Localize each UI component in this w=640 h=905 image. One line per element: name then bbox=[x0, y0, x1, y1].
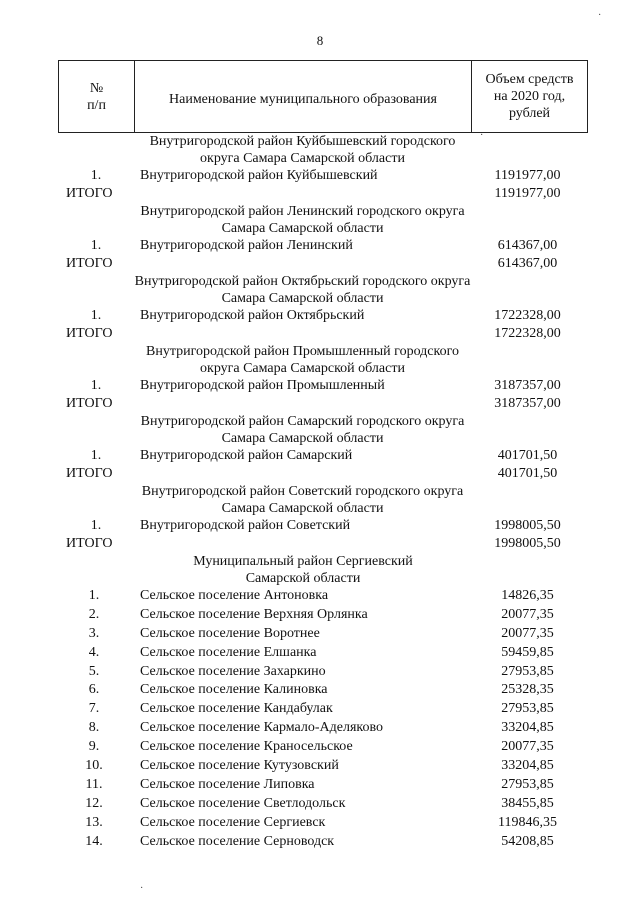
row-value: 401701,50 bbox=[497, 448, 558, 463]
row-value: 27953,85 bbox=[501, 663, 554, 679]
table-body bbox=[58, 133, 588, 851]
settlement-list bbox=[58, 587, 588, 851]
table-row bbox=[58, 795, 588, 814]
section-title: Внутригородской район Промышленный городского округа Самара Самарской области bbox=[145, 344, 459, 376]
row-value: 27953,85 bbox=[501, 776, 554, 792]
row-name: Внутригородской район Самарский bbox=[140, 448, 353, 463]
row-number: 6. bbox=[88, 682, 100, 698]
row-value: 25328,35 bbox=[501, 682, 554, 698]
row-name: Внутригородской район Ленинский bbox=[140, 238, 353, 253]
row-name: Сельское поселение Краносельское bbox=[140, 739, 353, 755]
district-section bbox=[58, 483, 588, 553]
row-value: 33204,85 bbox=[501, 758, 554, 774]
row-number: 14. bbox=[85, 833, 103, 849]
scan-speck: · bbox=[598, 10, 602, 21]
row-number: 1. bbox=[90, 448, 102, 463]
row-number: 9. bbox=[88, 739, 100, 755]
row-name: Внутригородской район Куйбышевский bbox=[140, 168, 378, 183]
section-title: Внутригородской район Советский городского округа Самара Самарской области bbox=[141, 484, 464, 516]
row-name: Сельское поселение Калиновка bbox=[140, 682, 328, 698]
row-number: 11. bbox=[85, 776, 103, 792]
row-number: 1. bbox=[90, 168, 102, 183]
table-row bbox=[58, 814, 588, 833]
row-name: Сельское поселение Кутузовский bbox=[140, 758, 339, 774]
row-value: 20077,35 bbox=[501, 606, 554, 622]
row-number: 12. bbox=[85, 795, 103, 811]
row-name: Сельское поселение Воротнее bbox=[140, 625, 320, 641]
section-title: Муниципальный район Сергиевский Самарской области bbox=[193, 554, 413, 586]
row-number: 1. bbox=[90, 378, 102, 393]
header-col-amount-label: Объем средств на 2020 год, рублей bbox=[485, 72, 574, 121]
header-col-name-label: Наименование муниципального образования bbox=[169, 92, 437, 107]
total-value: 401701,50 bbox=[497, 466, 558, 481]
table-row bbox=[58, 447, 588, 465]
total-row bbox=[58, 255, 588, 273]
row-value: 14826,35 bbox=[501, 588, 554, 603]
table-row bbox=[58, 700, 588, 719]
row-name: Внутригородской район Октябрьский bbox=[140, 308, 365, 323]
scan-speck: · bbox=[480, 130, 484, 141]
table-row bbox=[58, 663, 588, 682]
row-number: 5. bbox=[88, 663, 100, 679]
row-name: Сельское поселение Серноводск bbox=[140, 833, 335, 849]
table-row bbox=[58, 517, 588, 535]
row-name: Внутригородской район Советский bbox=[140, 518, 351, 533]
row-number: 1. bbox=[90, 518, 102, 533]
row-name: Сельское поселение Липовка bbox=[140, 776, 315, 792]
section-title: Внутригородской район Ленинский городского округа Самара Самарской области bbox=[140, 204, 465, 236]
district-section bbox=[58, 133, 588, 203]
row-name: Сельское поселение Елшанка bbox=[140, 644, 317, 660]
header-col-number bbox=[59, 61, 135, 132]
total-label: ИТОГО bbox=[66, 256, 113, 271]
row-name: Сельское поселение Кармало-Аделяково bbox=[140, 720, 384, 736]
row-value: 54208,85 bbox=[501, 833, 554, 849]
total-label: ИТОГО bbox=[66, 396, 113, 411]
table-row bbox=[58, 237, 588, 255]
row-number: 13. bbox=[85, 814, 103, 830]
row-value: 20077,35 bbox=[501, 625, 554, 641]
row-value: 38455,85 bbox=[501, 795, 554, 811]
row-value: 119846,35 bbox=[498, 814, 557, 830]
header-col-number-label: № п/п bbox=[87, 80, 106, 113]
total-row bbox=[58, 465, 588, 483]
row-number: 1. bbox=[88, 588, 100, 603]
table-row bbox=[58, 719, 588, 738]
row-number: 1. bbox=[90, 308, 102, 323]
row-value: 59459,85 bbox=[501, 644, 554, 660]
header-col-name bbox=[135, 61, 472, 132]
row-name: Сельское поселение Верхняя Орлянка bbox=[140, 606, 368, 622]
section-title: Внутригородской район Куйбышевский городского округа Самара Самарской области bbox=[149, 134, 456, 166]
row-number: 10. bbox=[85, 758, 103, 774]
table-row bbox=[58, 167, 588, 185]
row-name: Внутригородской район Промышленный bbox=[140, 378, 385, 393]
municipal-district-section bbox=[58, 553, 588, 851]
table-row bbox=[58, 757, 588, 776]
total-row bbox=[58, 535, 588, 553]
row-number: 8. bbox=[88, 720, 100, 736]
row-number: 1. bbox=[90, 238, 102, 253]
section-title: Внутригородской район Самарский городского округа Самара Самарской области bbox=[140, 414, 465, 446]
district-section bbox=[58, 273, 588, 343]
district-section bbox=[58, 413, 588, 483]
row-value: 33204,85 bbox=[501, 720, 554, 736]
table-row bbox=[58, 307, 588, 325]
total-value: 1998005,50 bbox=[494, 536, 561, 551]
row-name: Сельское поселение Светлодольск bbox=[140, 795, 346, 811]
page-number: 8 bbox=[316, 33, 324, 48]
header-col-amount bbox=[472, 61, 587, 132]
total-value: 3187357,00 bbox=[494, 396, 561, 411]
table-header bbox=[58, 60, 588, 133]
total-value: 1722328,00 bbox=[494, 326, 561, 341]
table-row bbox=[58, 738, 588, 757]
table-row bbox=[58, 776, 588, 795]
table-row bbox=[58, 833, 588, 852]
row-name: Сельское поселение Сергиевск bbox=[140, 814, 326, 830]
table-row bbox=[58, 377, 588, 395]
row-value: 614367,00 bbox=[497, 238, 558, 253]
row-name: Сельское поселение Захаркино bbox=[140, 663, 326, 679]
row-name: Сельское поселение Антоновка bbox=[140, 588, 329, 603]
row-value: 20077,35 bbox=[501, 739, 554, 755]
total-label: ИТОГО bbox=[66, 466, 113, 481]
section-title: Внутригородской район Октябрьский городского округа Самара Самарской области bbox=[134, 274, 471, 306]
table-row bbox=[58, 587, 588, 606]
row-value: 1191977,00 bbox=[494, 168, 561, 183]
total-label: ИТОГО bbox=[66, 186, 113, 201]
total-row bbox=[58, 185, 588, 203]
row-number: 7. bbox=[88, 701, 100, 717]
total-value: 614367,00 bbox=[497, 256, 558, 271]
table-row bbox=[58, 681, 588, 700]
row-value: 3187357,00 bbox=[494, 378, 561, 393]
total-row bbox=[58, 325, 588, 343]
row-value: 27953,85 bbox=[501, 701, 554, 717]
table-row bbox=[58, 606, 588, 625]
district-section bbox=[58, 343, 588, 413]
row-number: 4. bbox=[88, 644, 100, 660]
row-number: 3. bbox=[88, 625, 100, 641]
scan-speck: · bbox=[140, 883, 144, 894]
total-label: ИТОГО bbox=[66, 536, 113, 551]
row-value: 1998005,50 bbox=[494, 518, 561, 533]
total-row bbox=[58, 395, 588, 413]
row-number: 2. bbox=[88, 606, 100, 622]
total-value: 1191977,00 bbox=[494, 186, 561, 201]
district-section bbox=[58, 203, 588, 273]
row-name: Сельское поселение Кандабулак bbox=[140, 701, 333, 717]
row-value: 1722328,00 bbox=[494, 308, 561, 323]
table-row bbox=[58, 644, 588, 663]
table-row bbox=[58, 625, 588, 644]
total-label: ИТОГО bbox=[66, 326, 113, 341]
